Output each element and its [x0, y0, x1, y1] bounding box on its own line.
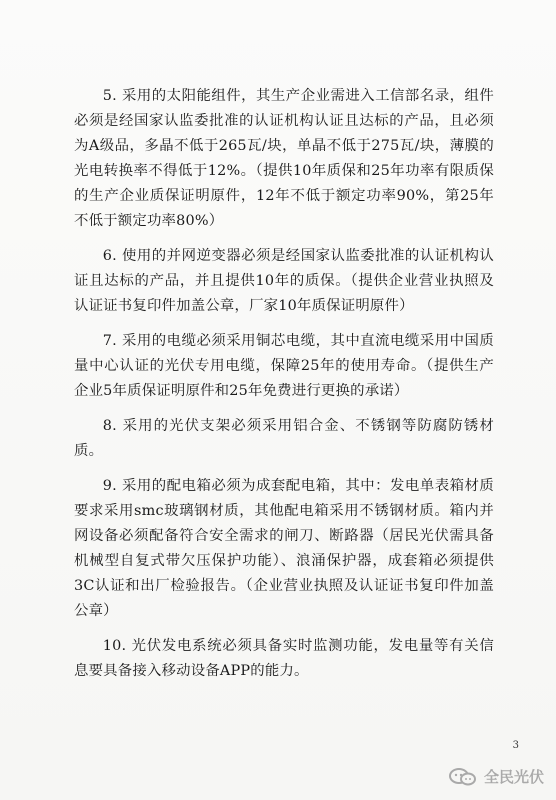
document-body [74, 84, 494, 694]
paragraph-item-10: 10. 光伏发电系统必须具备实时监测功能，发电量等有关信息要具备接入移动设备APP的能力。 [74, 638, 494, 679]
page-number: 3 [512, 740, 519, 751]
paragraph-item-6: 6. 使用的并网逆变器必须是经国家认监委批准的认证机构认证且达标的产品，并且提供10年的质保。（提供企业营业执照及认证证书复印件加盖公章，厂家10年质保证明原件） [74, 248, 494, 314]
wechat-icon [448, 767, 478, 787]
paragraph-item-8: 8. 采用的光伏支架必须采用铝合金、不锈钢等防腐防锈材质。 [74, 418, 494, 459]
paragraph-item-7: 7. 采用的电缆必须采用铜芯电缆，其中直流电缆采用中国质量中心认证的光伏专用电缆，保障25年的使用寿命。（提供生产企业5年质保证明原件和25年免费进行更换的承诺） [74, 333, 494, 399]
paragraph-item-5: 5. 采用的太阳能组件，其生产企业需进入工信部名录，组件必须是经国家认监委批准的认证机构认证且达标的产品，且必须为A级品，多晶不低于265瓦/块，单晶不低于275瓦/块，薄膜的光电转换率不得低于12%。（提供10年质保和25年功率有限质保的生产企业质保证明原件，12年不低于额定功率90%，第25年不低于额定功率80%） [74, 88, 494, 229]
paragraph-item-9: 9. 采用的配电箱必须为成套配电箱，其中：发电单表箱材质要求采用smc玻璃钢材质，其他配电箱采用不锈钢材质。箱内并网设备必须配备符合安全需求的闸刀、断路器（居民光伏需具备机械型自复式带欠压保护功能）、浪涌保护器，成套箱必须提供3C认证和出厂检验报告。（企业营业执照及认证证书复印件加盖公章） [74, 478, 494, 619]
watermark-text: 全民光伏 [483, 768, 544, 786]
watermark [448, 766, 544, 787]
